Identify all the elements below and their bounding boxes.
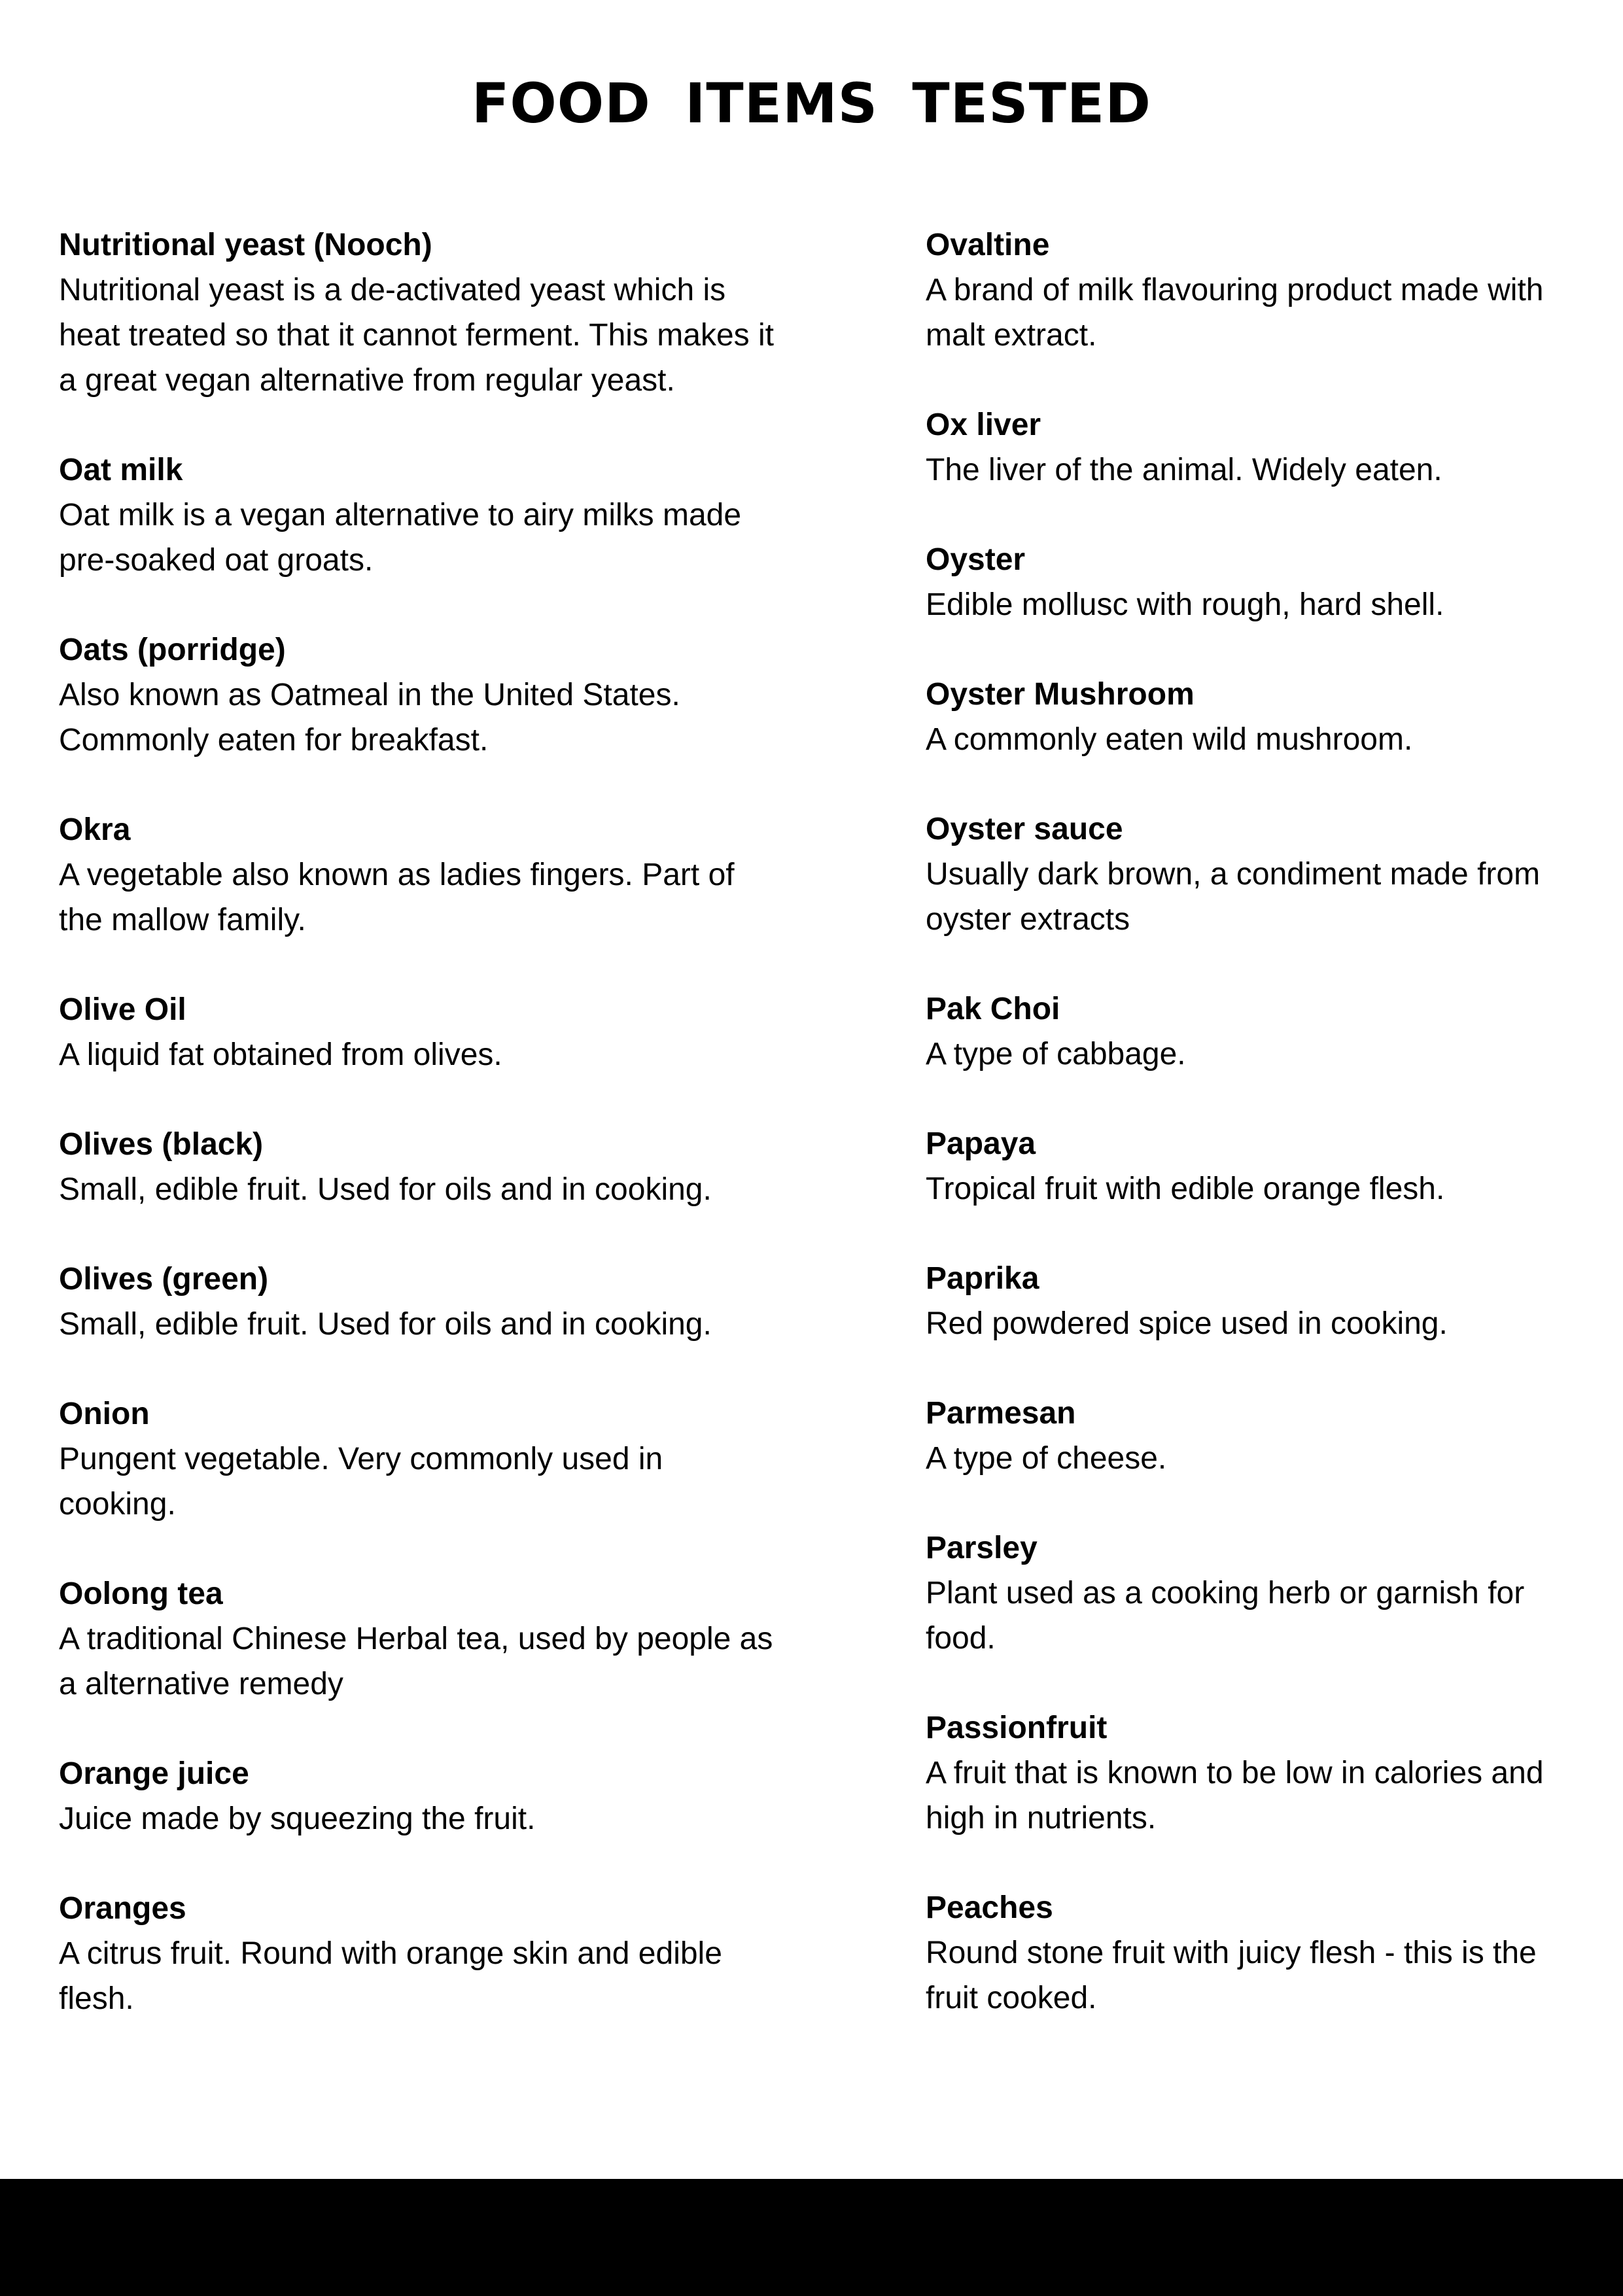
page-title: FOOD ITEMS TESTED [471, 71, 1152, 135]
food-description: Small, edible fruit. Used for oils and in cooking. [59, 1307, 712, 1342]
food-entry [59, 987, 778, 1077]
food-description: Also known as Oatmeal in the United States. Commonly eaten for breakfast. [59, 678, 680, 757]
right-column [926, 222, 1586, 2065]
food-entry [926, 1121, 1586, 1211]
food-entry [59, 1257, 778, 1347]
food-name: Okra [59, 812, 131, 847]
food-name: Oyster [926, 542, 1026, 577]
food-name: Onion [59, 1397, 150, 1431]
food-description: The liver of the animal. Widely eaten. [926, 453, 1442, 487]
food-entry [59, 222, 778, 403]
food-entry [59, 627, 778, 763]
food-name: Ovaltine [926, 228, 1050, 262]
food-description: A fruit that is known to be low in calories and high in nutrients. [926, 1756, 1544, 1835]
food-description: A type of cabbage. [926, 1037, 1186, 1071]
food-description: A type of cheese. [926, 1441, 1167, 1476]
food-description: Nutritional yeast is a de-activated yeast which is heat treated so that it cannot ferment. This makes it a great vegan alternative from regular yeast. [59, 273, 775, 398]
food-name: Olives (green) [59, 1262, 269, 1296]
food-name: Oyster sauce [926, 812, 1123, 846]
food-entry [926, 537, 1586, 627]
food-name: Pak Choi [926, 992, 1060, 1026]
left-column [59, 222, 778, 2066]
food-entry [926, 222, 1586, 358]
food-name: Passionfruit [926, 1711, 1108, 1745]
food-description: Small, edible fruit. Used for oils and in cooking. [59, 1172, 712, 1207]
food-description: Red powdered spice used in cooking. [926, 1306, 1448, 1341]
footer-bar [0, 2179, 1623, 2296]
food-entry [59, 807, 778, 943]
food-entry [59, 1751, 778, 1841]
food-name: Oat milk [59, 453, 183, 487]
food-name: Oats (porridge) [59, 633, 286, 667]
food-name: Papaya [926, 1126, 1036, 1161]
food-description: A vegetable also known as ladies fingers. Part of the mallow family. [59, 858, 735, 937]
food-description: Plant used as a cooking herb or garnish for food. [926, 1576, 1525, 1656]
food-description: A liquid fat obtained from olives. [59, 1037, 502, 1072]
food-entry [926, 1256, 1586, 1346]
food-description: Tropical fruit with edible orange flesh. [926, 1172, 1445, 1206]
food-entry [926, 1525, 1586, 1661]
food-entry [926, 402, 1586, 493]
food-description: A traditional Chinese Herbal tea, used by people as a alternative remedy [59, 1622, 773, 1701]
food-entry [926, 1885, 1586, 2021]
food-entry [926, 1705, 1586, 1841]
food-name: Paprika [926, 1261, 1039, 1296]
food-name: Parmesan [926, 1396, 1076, 1431]
food-description: Oat milk is a vegan alternative to airy milks made pre-soaked oat groats. [59, 498, 742, 578]
food-name: Parsley [926, 1531, 1038, 1565]
food-entry [59, 1571, 778, 1707]
food-name: Olive Oil [59, 992, 186, 1027]
food-entry [59, 447, 778, 583]
food-description: Edible mollusc with rough, hard shell. [926, 587, 1444, 622]
food-description: Usually dark brown, a condiment made from oyster extracts [926, 857, 1541, 937]
food-name: Oyster Mushroom [926, 677, 1195, 712]
food-entry [926, 807, 1586, 942]
food-description: A commonly eaten wild mushroom. [926, 722, 1413, 757]
food-description: A brand of milk flavouring product made with malt extract. [926, 273, 1544, 353]
food-description: Juice made by squeezing the fruit. [59, 1801, 536, 1836]
food-name: Oolong tea [59, 1576, 223, 1611]
food-name: Nutritional yeast (Nooch) [59, 228, 432, 262]
food-entry [59, 1122, 778, 1212]
food-description: A citrus fruit. Round with orange skin and edible flesh. [59, 1936, 722, 2016]
food-name: Ox liver [926, 408, 1041, 442]
food-name: Peaches [926, 1890, 1053, 1925]
food-entry [926, 986, 1586, 1077]
food-entry [926, 1391, 1586, 1481]
food-description: Round stone fruit with juicy flesh - this is the fruit cooked. [926, 1936, 1537, 2015]
food-name: Orange juice [59, 1756, 249, 1791]
food-entry [59, 1391, 778, 1527]
food-entry [59, 1886, 778, 2021]
food-entry [926, 672, 1586, 762]
food-description: Pungent vegetable. Very commonly used in cooking. [59, 1442, 663, 1522]
food-name: Olives (black) [59, 1127, 264, 1162]
food-name: Oranges [59, 1891, 186, 1926]
